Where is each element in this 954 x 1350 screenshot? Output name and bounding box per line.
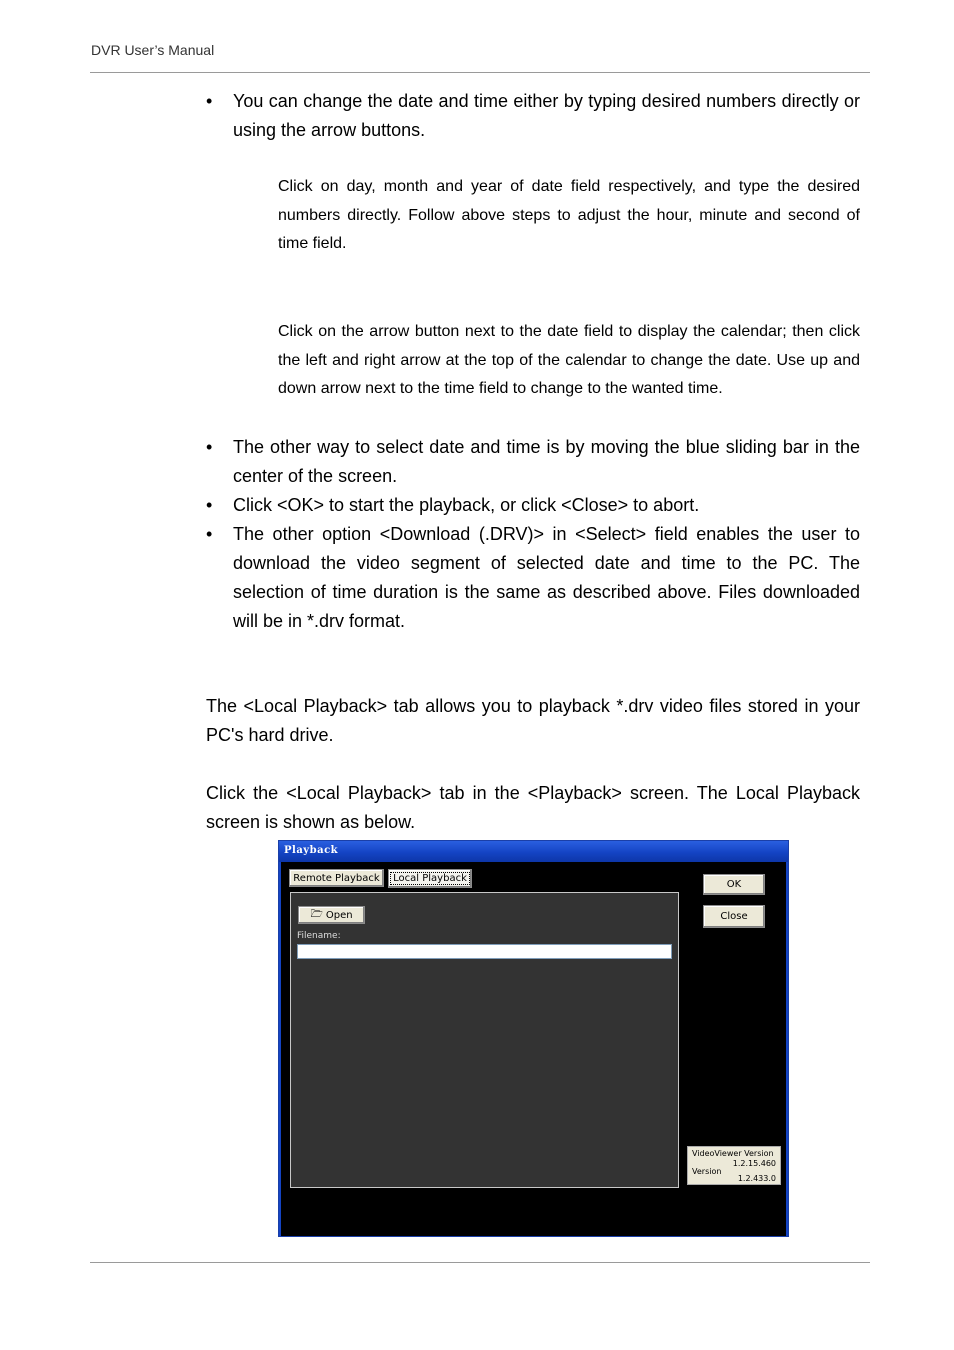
footer-rule [90,1262,870,1263]
bullet-item [206,87,860,145]
window-titlebar [279,841,788,862]
bullet-text: The other option <Download (.DRV)> in <Select> field enables the user to download the video segment of selected date and time to the PC. The selection of time duration is the same as described above. Files downloaded will be in *.drv format. [233,524,860,631]
version-value: 1.2.433.0 [737,1174,776,1183]
window-border-right [786,862,788,1236]
open-button-label: Open [325,909,353,921]
bullet-text: Click <OK> to start the playback, or click <Close> to abort. [233,495,700,515]
version-info-box [687,1146,781,1185]
window-border-left [279,862,281,1236]
bullet-text: You can change the date and time either by typing desired numbers directly or using the arrow buttons. [233,91,860,140]
folder-open-icon: 🗁 [310,908,323,920]
filename-input[interactable] [297,944,672,959]
sub-paragraph: Click on the arrow button next to the date field to display the calendar; then click the left and right arrow at the top of the calendar to change the date. Use up and down arrow next to the time field to change to the wanted time. [278,323,860,397]
bullet-icon: • [206,91,213,111]
bullet-icon: • [206,495,213,515]
version-label: Version [692,1167,722,1176]
body-paragraph: Click the <Local Playback> tab in the <Playback> screen. The Local Playback screen is shown as below. [206,783,860,832]
playback-window-screenshot [278,840,789,1237]
bullet-item [206,491,860,520]
bullet-item [206,433,860,491]
videoviewer-version-label: VideoViewer Version [692,1149,774,1158]
filename-label: Filename: [297,931,341,941]
tab-local-playback[interactable] [388,869,472,888]
bullet-item [206,520,860,636]
bullet-icon: • [206,524,213,544]
sub-paragraph: Click on day, month and year of date field respectively, and type the desired numbers directly. Follow above steps to adjust the hour, minute and second of time field. [278,178,860,252]
window-title: Playback [284,845,339,856]
header-rule [90,72,870,73]
page-header-title: DVR User’s Manual [91,42,215,58]
body-paragraph: The <Local Playback> tab allows you to playback *.drv video files stored in your PC's hard drive. [206,696,860,745]
ok-button[interactable]: OK [703,874,765,895]
close-button[interactable]: Close [703,905,765,928]
local-playback-panel [290,892,679,1188]
bullet-text: The other way to select date and time is by moving the blue sliding bar in the center of the screen. [233,437,860,486]
tab-remote-playback[interactable]: Remote Playback [289,869,384,887]
tab-local-playback-label: Local Playback [390,872,470,885]
open-button[interactable] [298,906,365,924]
videoviewer-version-value: 1.2.15.460 [732,1159,776,1168]
bullet-icon: • [206,437,213,457]
